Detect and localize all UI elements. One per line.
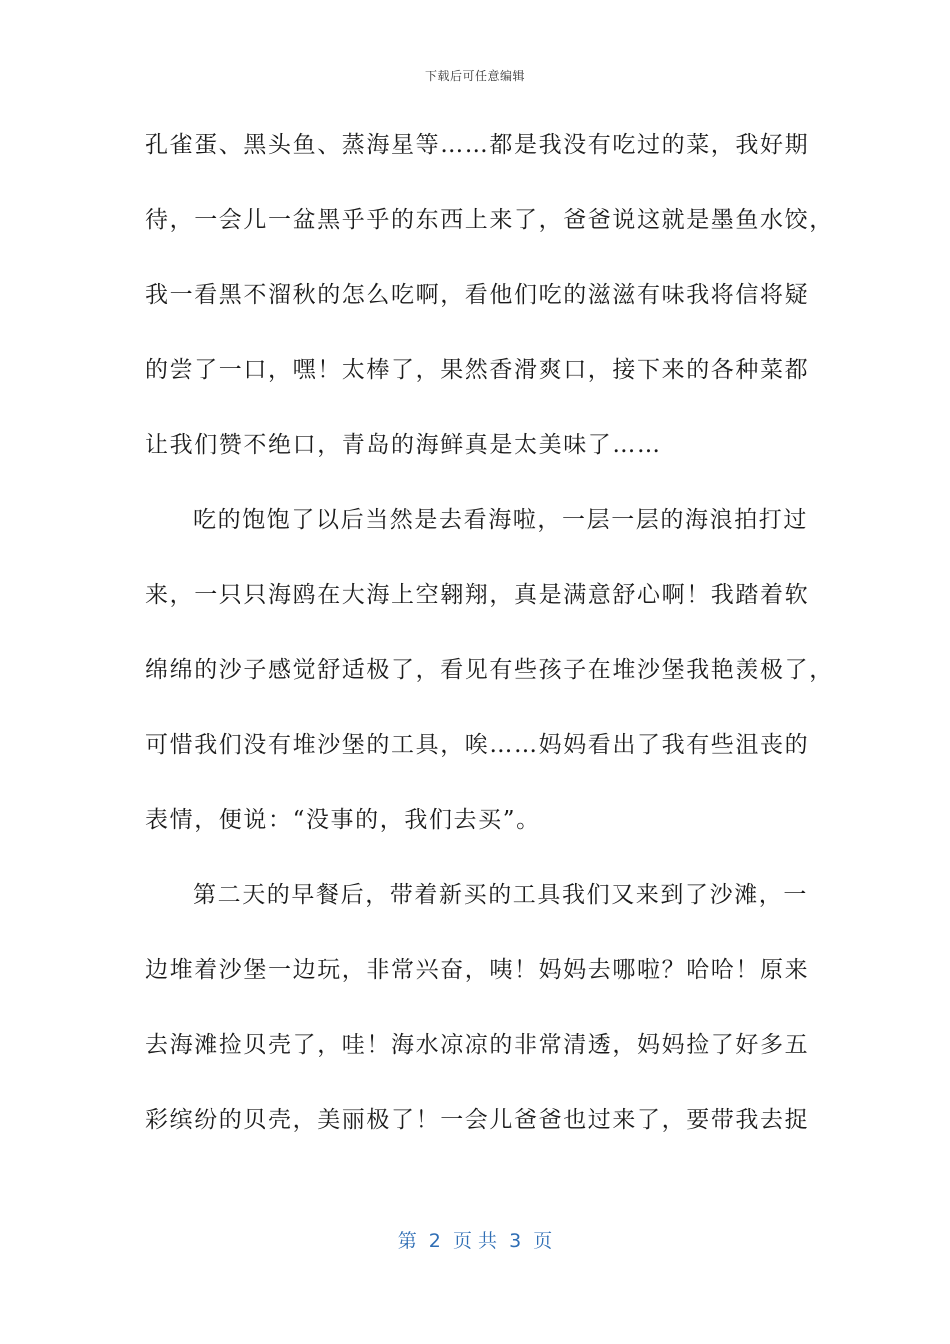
- text-line: 让我们赞不绝口，青岛的海鲜真是太美味了……: [145, 432, 662, 458]
- text-line: 边堆着沙堡一边玩，非常兴奋，咦！妈妈去哪啦？哈哈！原来: [145, 957, 810, 983]
- text-line: 的尝了一口，嘿！太棒了，果然香滑爽口，接下来的各种菜都: [145, 357, 810, 383]
- text-line: 去海滩捡贝壳了，哇！海水凉凉的非常清透，妈妈捡了好多五: [145, 1032, 810, 1058]
- text-line: 绵绵的沙子感觉舒适极了，看见有些孩子在堆沙堡我艳羡极了，: [145, 657, 834, 683]
- text-line: 我一看黑不溜秋的怎么吃啊，看他们吃的滋滋有味我将信将疑: [145, 282, 810, 308]
- paragraph-first-line: 第二天的早餐后，带着新买的工具我们又来到了沙滩，一: [193, 882, 808, 908]
- text-line: 可惜我们没有堆沙堡的工具，唉……妈妈看出了我有些沮丧的: [145, 732, 810, 758]
- text-line: 彩缤纷的贝壳，美丽极了！一会儿爸爸也过来了，要带我去捉: [145, 1107, 810, 1133]
- page-header: 下载后可任意编辑: [424, 69, 525, 83]
- body-text: [145, 120, 834, 1170]
- page-number-footer: 第 2 页 共 3 页: [397, 1230, 553, 1252]
- paragraph-first-line: 吃的饱饱了以后当然是去看海啦，一层一层的海浪拍打过: [193, 507, 808, 533]
- text-line: 孔雀蛋、黑头鱼、蒸海星等……都是我没有吃过的菜，我好期: [145, 132, 810, 158]
- text-line: 表情，便说：“没事的，我们去买”。: [145, 807, 541, 833]
- text-line: 来，一只只海鸥在大海上空翱翔，真是满意舒心啊！我踏着软: [145, 582, 810, 608]
- text-line: 待，一会儿一盆黑乎乎的东西上来了，爸爸说这就是墨鱼水饺，: [145, 207, 834, 233]
